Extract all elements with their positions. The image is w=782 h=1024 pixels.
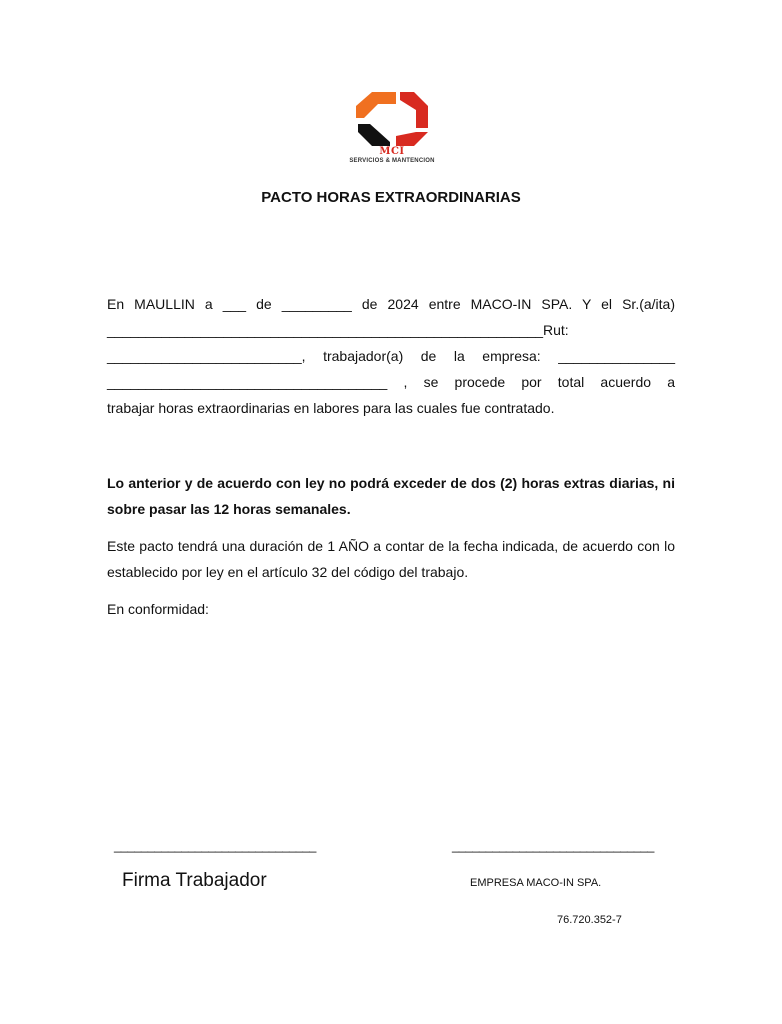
intro-line: trabajar horas extraordinarias en labores para las cuales fue contratado. (107, 400, 555, 416)
duration-clause: Este pacto tendrá una duración de 1 AÑO a contar de la fecha indicada, de acuerdo con lo establecido por ley en el artículo 32 del código del trabajo. (107, 538, 675, 580)
intro-line: ____________________________________ , se procede por total acuerdo a (107, 374, 675, 390)
company-rut: 76.720.352-7 (557, 914, 622, 926)
company-logo (330, 92, 454, 172)
company-signature-label: EMPRESA MACO-IN SPA. (470, 877, 602, 889)
hours-limit-clause: Lo anterior y de acuerdo con ley no podrá exceder de dos (2) horas extras diarias, ni sobre pasar las 12 horas semanales. (107, 475, 675, 517)
intro-line: _________________________, trabajador(a) de la empresa: _______________ (107, 348, 675, 364)
logo-mark-icon (350, 92, 434, 148)
worker-signature-line: ______________________________ (114, 838, 316, 853)
company-signature-line: ______________________________ (452, 838, 654, 853)
intro-line: ________________________________________________________Rut: (107, 322, 569, 338)
conformity-text: En conformidad: (107, 601, 209, 617)
logo-tagline: SERVICIOS & MANTENCION (349, 158, 435, 164)
intro-paragraph (107, 291, 675, 421)
intro-line: En MAULLIN a ___ de _________ de 2024 entre MACO-IN SPA. Y el Sr.(a/ita) (107, 296, 675, 312)
worker-signature-label: Firma Trabajador (122, 870, 267, 891)
document-title: PACTO HORAS EXTRAORDINARIAS (261, 189, 521, 206)
logo-abbreviation: MCI (379, 146, 405, 157)
